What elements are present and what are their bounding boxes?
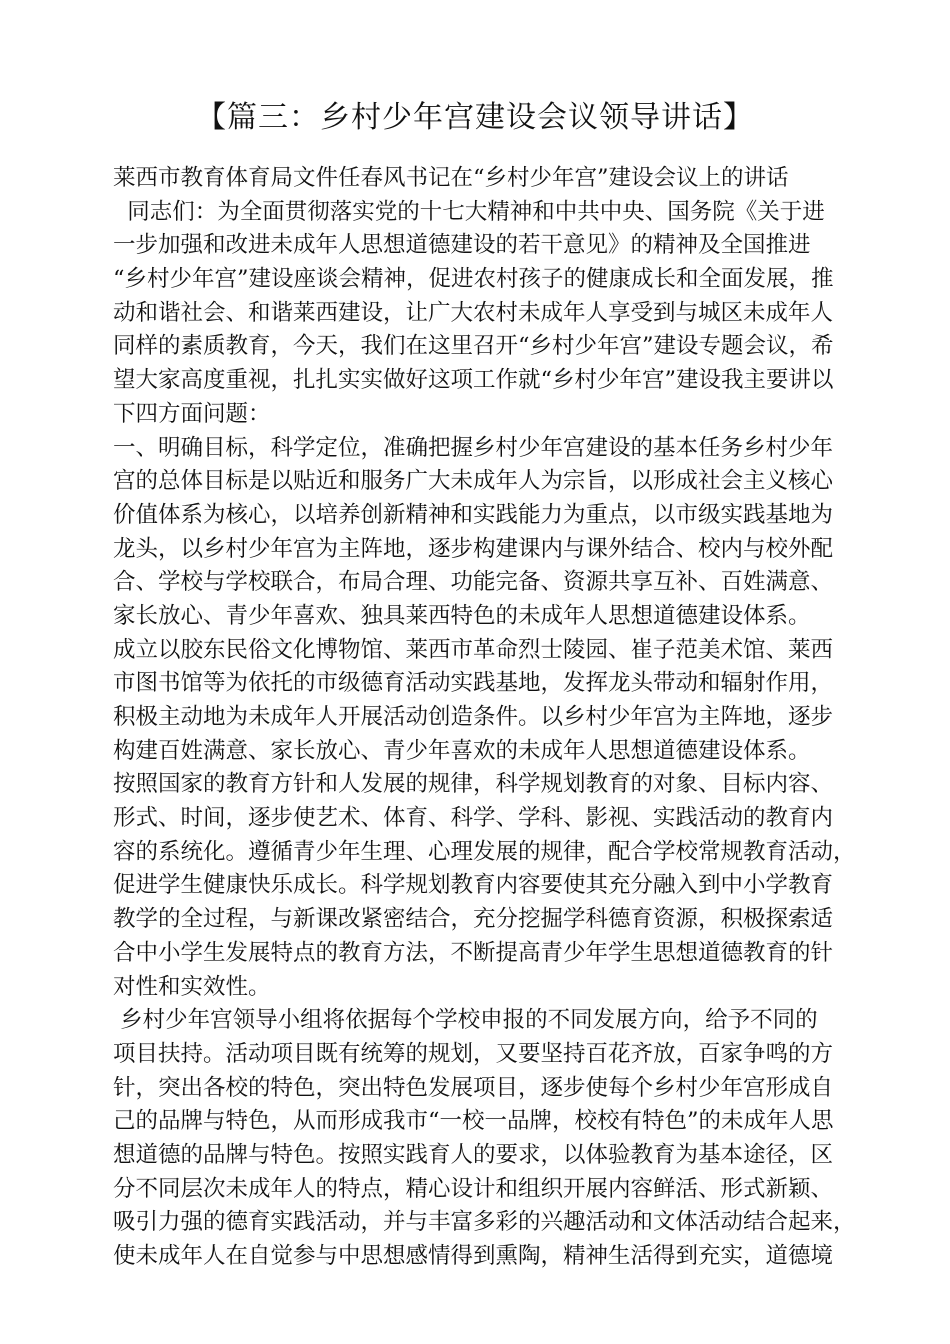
paragraph-line: “乡村少年宫”建设座谈会精神，促进农村孩子的健康成长和全面发展，推	[113, 266, 834, 293]
paragraph-line: 家长放心、青少年喜欢、独具莱西特色的未成年人思想道德建设体系。	[113, 602, 811, 629]
paragraph-line: 分不同层次未成年人的特点，精心设计和组织开展内容鲜活、形式新颖、	[113, 1175, 834, 1202]
paragraph-line: 构建百姓满意、家长放心、青少年喜欢的未成年人思想道德建设体系。	[113, 737, 811, 764]
paragraph-line: 乡村少年宫领导小组将依据每个学校申报的不同发展方向，给予不同的	[113, 1007, 818, 1034]
document-title: 【篇三：乡村少年宫建设会议领导讲话】	[196, 100, 754, 135]
paragraph-line: 对性和实效性。	[113, 973, 271, 1000]
paragraph-line: 按照国家的教育方针和人发展的规律，科学规划教育的对象、目标内容、	[113, 771, 834, 798]
paragraph-line: 己的品牌与特色，从而形成我市“一校一品牌，校校有特色”的未成年人思	[113, 1108, 834, 1135]
paragraph-line: 宫的总体目标是以贴近和服务广大未成年人为宗旨，以形成社会主义核心	[113, 468, 834, 495]
paragraph-line: 容的系统化。遵循青少年生理、心理发展的规律，配合学校常规教育活动，	[113, 838, 856, 865]
paragraph-line: 合中小学生发展特点的教育方法，不断提高青少年学生思想道德教育的针	[113, 939, 834, 966]
paragraph-line: 龙头，以乡村少年宫为主阵地，逐步构建课内与课外结合、校内与校外配	[113, 535, 834, 562]
paragraph-line: 形式、时间，逐步使艺术、体育、科学、学科、影视、实践活动的教育内	[113, 805, 834, 832]
paragraph-line: 市图书馆等为依托的市级德育活动实践基地，发挥龙头带动和辐射作用，	[113, 670, 834, 697]
paragraph-line: 一、明确目标，科学定位，准确把握乡村少年宫建设的基本任务乡村少年	[113, 434, 834, 461]
paragraph-line: 合、学校与学校联合，布局合理、功能完备、资源共享互补、百姓满意、	[113, 569, 834, 596]
paragraph-line: 同志们：为全面贯彻落实党的十七大精神和中共中央、国务院《关于进	[113, 198, 825, 225]
paragraph-line: 项目扶持。活动项目既有统筹的规划，又要坚持百花齐放，百家争鸣的方	[113, 1040, 834, 1067]
paragraph-line: 价值体系为核心，以培养创新精神和实践能力为重点，以市级实践基地为	[113, 501, 834, 528]
paragraph-line: 吸引力强的德育实践活动，并与丰富多彩的兴趣活动和文体活动结合起来，	[113, 1209, 856, 1236]
paragraph-line: 成立以胶东民俗文化博物馆、莱西市革命烈士陵园、崔子范美术馆、莱西	[113, 636, 834, 663]
paragraph-line: 莱西市教育体育局文件任春风书记在“乡村少年宫”建设会议上的讲话	[113, 165, 789, 191]
paragraph-line: 同样的素质教育，今天，我们在这里召开“乡村少年宫”建设专题会议，希	[113, 333, 834, 360]
paragraph-line: 动和谐社会、和谐莱西建设，让广大农村未成年人享受到与城区未成年人	[113, 299, 834, 326]
paragraph-line: 教学的全过程，与新课改紧密结合，充分挖掘学科德育资源，积极探索适	[113, 906, 834, 933]
paragraph-line: 促进学生健康快乐成长。科学规划教育内容要使其充分融入到中小学教育	[113, 872, 834, 899]
paragraph-line: 积极主动地为未成年人开展活动创造条件。以乡村少年宫为主阵地，逐步	[113, 704, 834, 730]
document-body	[113, 162, 883, 1274]
paragraph-line: 使未成年人在自觉参与中思想感情得到熏陶，精神生活得到充实，道德境	[113, 1243, 834, 1269]
paragraph-line: 一步加强和改进未成年人思想道德建设的若干意见》的精神及全国推进	[113, 232, 811, 259]
paragraph-line: 针，突出各校的特色，突出特色发展项目，逐步使每个乡村少年宫形成自	[113, 1074, 834, 1101]
paragraph-line: 想道德的品牌与特色。按照实践育人的要求，以体验教育为基本途径，区	[113, 1141, 834, 1168]
paragraph-line: 望大家高度重视，扎扎实实做好这项工作就“乡村少年宫”建设我主要讲以	[113, 367, 834, 394]
paragraph-line: 下四方面问题：	[113, 400, 271, 427]
